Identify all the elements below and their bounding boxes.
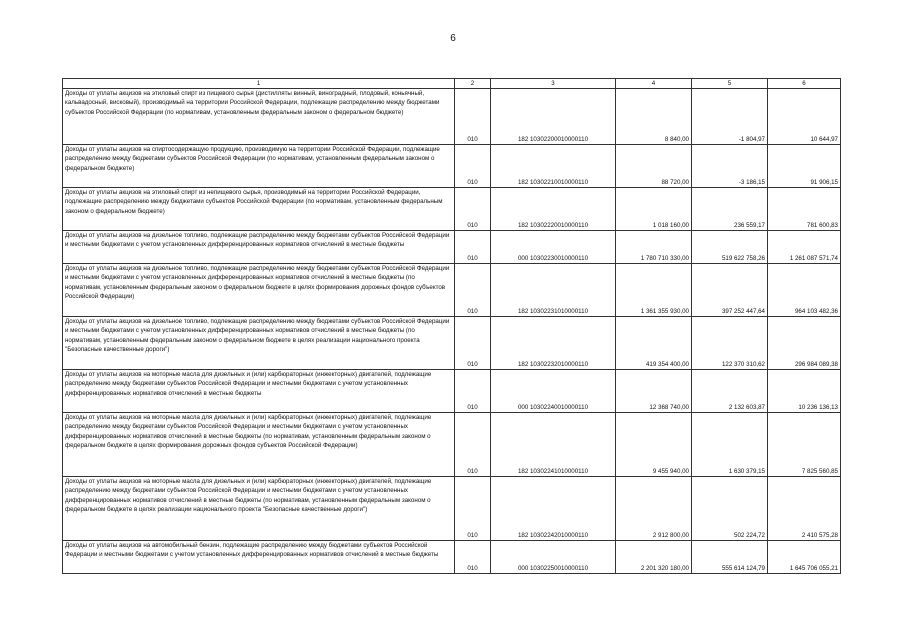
line-code-cell: 010 bbox=[455, 413, 491, 477]
line-code-cell: 010 bbox=[455, 264, 491, 317]
table-row bbox=[63, 264, 841, 317]
budget-revenue-table bbox=[62, 78, 841, 574]
unexecuted-amount-cell: 781 600,83 bbox=[768, 188, 841, 231]
revenue-name-cell: Доходы от уплаты акцизов на моторные масла для дизельных и (или) карбюраторных (инжекторных) двигателей, подлежащие распределению между бюджетами субъектов Российской Федерации и местными бюджетами с учетом установленных дифференцированных нормативов отчислений в местные бюджеты bbox=[63, 370, 455, 413]
table-row bbox=[63, 188, 841, 231]
line-code-cell: 010 bbox=[455, 188, 491, 231]
approved-amount-cell: 88 720,00 bbox=[616, 145, 692, 188]
revenue-name-cell: Доходы от уплаты акцизов на этиловый спирт из пищевого сырья (дистилляты винный, виноградный, плодовый, коньячный, кальвадосный, висковый), производимый на территории Российской Федерации, подлежащие распределению между бюджетами субъектов Российской Федерации (по нормативам, установленным федеральным законом о федеральном бюджете) bbox=[63, 89, 455, 145]
executed-amount-cell: -1 804,97 bbox=[692, 89, 768, 145]
approved-amount-cell: 2 201 320 180,00 bbox=[616, 541, 692, 574]
unexecuted-amount-cell: 91 906,15 bbox=[768, 145, 841, 188]
line-code-cell: 010 bbox=[455, 145, 491, 188]
executed-amount-cell: 236 559,17 bbox=[692, 188, 768, 231]
column-number-row bbox=[63, 79, 841, 89]
budget-classification-code-cell: 182 10302232010000110 bbox=[491, 317, 616, 370]
budget-classification-code-cell: 182 10302210010000110 bbox=[491, 145, 616, 188]
revenue-name-cell: Доходы от уплаты акцизов на автомобильный бензин, подлежащие распределению между бюджетами субъектов Российской Федерации и местными бюджетами с учетом установленных дифференцированных нормативов отчислений в местные бюджеты bbox=[63, 541, 455, 574]
line-code-cell: 010 bbox=[455, 370, 491, 413]
budget-classification-code-cell: 000 10302230010000110 bbox=[491, 231, 616, 264]
column-header: 1 bbox=[63, 79, 455, 89]
unexecuted-amount-cell: 1 261 087 571,74 bbox=[768, 231, 841, 264]
budget-classification-code-cell: 182 10302231010000110 bbox=[491, 264, 616, 317]
unexecuted-amount-cell: 7 825 560,85 bbox=[768, 413, 841, 477]
line-code-cell: 010 bbox=[455, 541, 491, 574]
approved-amount-cell: 1 780 710 330,00 bbox=[616, 231, 692, 264]
line-code-cell: 010 bbox=[455, 89, 491, 145]
revenue-name-cell: Доходы от уплаты акцизов на моторные масла для дизельных и (или) карбюраторных (инжекторных) двигателей, подлежащие распределению между бюджетами субъектов Российской Федерации и местными бюджетами с учетом установленных дифференцированных нормативов отчислений в местные бюджеты (по нормативам, установленным федеральным законом о федеральном бюджете в целях реализации национального проекта "Безопасные качественные дороги") bbox=[63, 477, 455, 541]
column-header: 5 bbox=[692, 79, 768, 89]
unexecuted-amount-cell: 1 645 706 055,21 bbox=[768, 541, 841, 574]
column-header: 2 bbox=[455, 79, 491, 89]
budget-classification-code-cell: 182 10302200010000110 bbox=[491, 89, 616, 145]
table-row bbox=[63, 370, 841, 413]
table-row bbox=[63, 317, 841, 370]
revenue-name-cell: Доходы от уплаты акцизов на дизельное топливо, подлежащие распределению между бюджетами субъектов Российской Федерации и местными бюджетами с учетом установленных дифференцированных нормативов отчислений в местные бюджеты bbox=[63, 231, 455, 264]
approved-amount-cell: 419 354 400,00 bbox=[616, 317, 692, 370]
unexecuted-amount-cell: 296 984 089,38 bbox=[768, 317, 841, 370]
budget-classification-code-cell: 000 10302240010000110 bbox=[491, 370, 616, 413]
approved-amount-cell: 1 018 160,00 bbox=[616, 188, 692, 231]
executed-amount-cell: 2 132 603,87 bbox=[692, 370, 768, 413]
table-row bbox=[63, 541, 841, 574]
table-row bbox=[63, 477, 841, 541]
budget-classification-code-cell: 182 10302241010000110 bbox=[491, 413, 616, 477]
budget-classification-code-cell: 000 10302250010000110 bbox=[491, 541, 616, 574]
approved-amount-cell: 1 361 355 930,00 bbox=[616, 264, 692, 317]
approved-amount-cell: 8 840,00 bbox=[616, 89, 692, 145]
executed-amount-cell: 519 622 758,26 bbox=[692, 231, 768, 264]
column-header: 6 bbox=[768, 79, 841, 89]
unexecuted-amount-cell: 10 644,97 bbox=[768, 89, 841, 145]
line-code-cell: 010 bbox=[455, 231, 491, 264]
approved-amount-cell: 2 912 800,00 bbox=[616, 477, 692, 541]
budget-classification-code-cell: 182 10302242010000110 bbox=[491, 477, 616, 541]
column-header: 4 bbox=[616, 79, 692, 89]
line-code-cell: 010 bbox=[455, 477, 491, 541]
unexecuted-amount-cell: 10 236 136,13 bbox=[768, 370, 841, 413]
unexecuted-amount-cell: 2 410 575,28 bbox=[768, 477, 841, 541]
revenue-name-cell: Доходы от уплаты акцизов на дизельное топливо, подлежащие распределению между бюджетами субъектов Российской Федерации и местными бюджетами с учетом установленных дифференцированных нормативов отчислений в местные бюджеты (по нормативам, установленным федеральным законом о федеральном бюджете в целях реализации национального проекта "Безопасные качественные дороги") bbox=[63, 317, 455, 370]
line-code-cell: 010 bbox=[455, 317, 491, 370]
revenue-name-cell: Доходы от уплаты акцизов на этиловый спирт из непищевого сырья, производимый на территории Российской Федерации, подлежащие распределению между бюджетами субъектов Российской Федерации (по нормативам, установленным федеральным законом о федеральном бюджете) bbox=[63, 188, 455, 231]
page-number: 6 bbox=[450, 33, 456, 44]
table-row bbox=[63, 145, 841, 188]
revenue-name-cell: Доходы от уплаты акцизов на дизельное топливо, подлежащие распределению между бюджетами субъектов Российской Федерации и местными бюджетами с учетом установленных дифференцированных нормативов отчислений в местные бюджеты (по нормативам, установленным федеральным законом о федеральном бюджете в целях формирования дорожных фондов субъектов Российской Федерации) bbox=[63, 264, 455, 317]
table-row bbox=[63, 413, 841, 477]
approved-amount-cell: 12 368 740,00 bbox=[616, 370, 692, 413]
revenue-name-cell: Доходы от уплаты акцизов на спиртосодержащую продукцию, производимую на территории Российской Федерации, подлежащие распределению между бюджетами субъектов Российской Федерации (по нормативам, установленным федеральным законом о федеральном бюджете) bbox=[63, 145, 455, 188]
approved-amount-cell: 9 455 940,00 bbox=[616, 413, 692, 477]
executed-amount-cell: -3 186,15 bbox=[692, 145, 768, 188]
table-row bbox=[63, 231, 841, 264]
column-header: 3 bbox=[491, 79, 616, 89]
executed-amount-cell: 397 252 447,64 bbox=[692, 264, 768, 317]
executed-amount-cell: 122 370 310,62 bbox=[692, 317, 768, 370]
revenue-name-cell: Доходы от уплаты акцизов на моторные масла для дизельных и (или) карбюраторных (инжекторных) двигателей, подлежащие распределению между бюджетами субъектов Российской Федерации и местными бюджетами с учетом установленных дифференцированных нормативов отчислений в местные бюджеты (по нормативам, установленным федеральным законом о федеральном бюджете в целях формирования дорожных фондов субъектов Российской Федерации) bbox=[63, 413, 455, 477]
table-row bbox=[63, 89, 841, 145]
executed-amount-cell: 1 630 379,15 bbox=[692, 413, 768, 477]
executed-amount-cell: 555 614 124,79 bbox=[692, 541, 768, 574]
unexecuted-amount-cell: 964 103 482,36 bbox=[768, 264, 841, 317]
executed-amount-cell: 502 224,72 bbox=[692, 477, 768, 541]
budget-classification-code-cell: 182 10302220010000110 bbox=[491, 188, 616, 231]
